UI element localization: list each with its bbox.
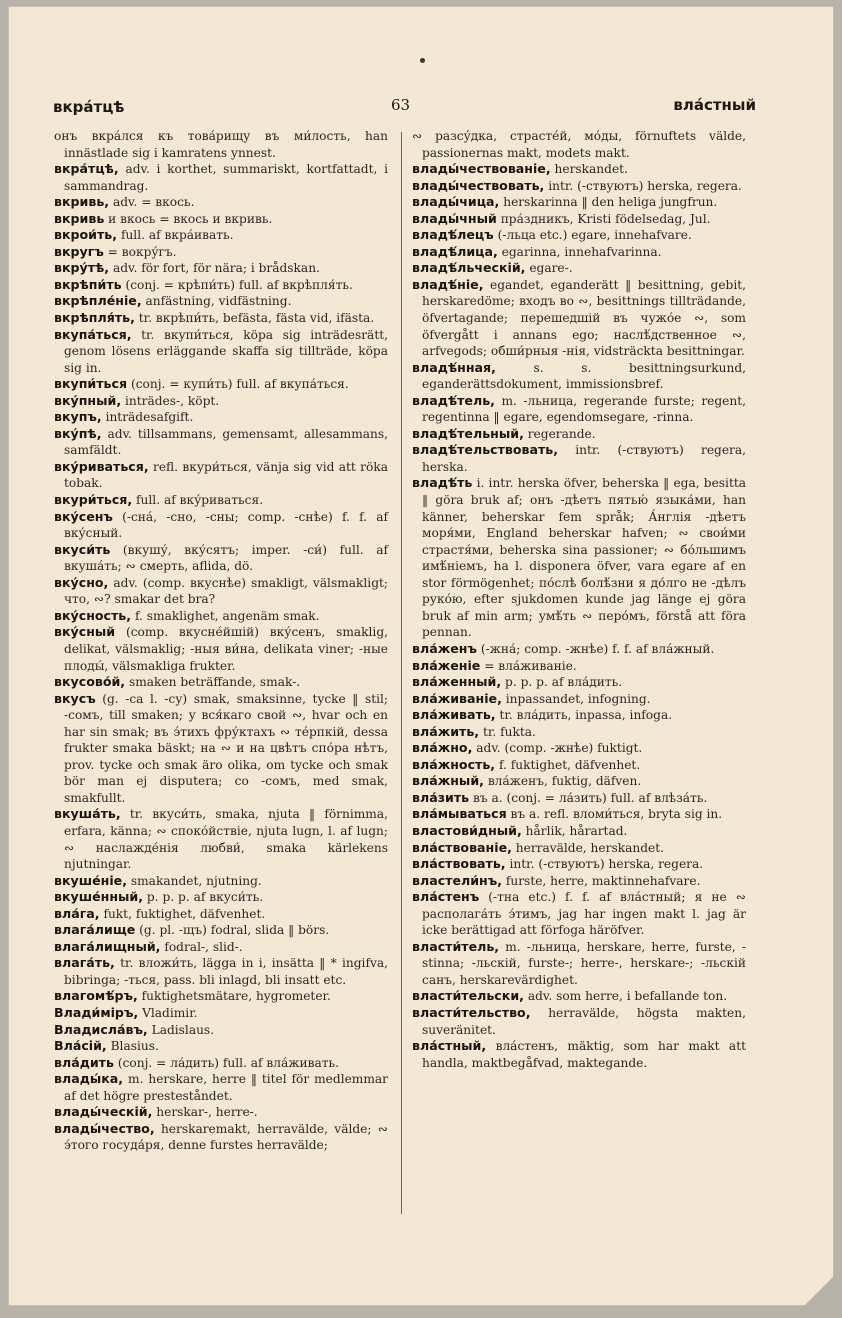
entry-definition: smaken beträffande, smak-. bbox=[128, 675, 301, 690]
entry-definition: (-сна́, -сно, -сны; comp. -снѣе) f. f. af вку́сный. bbox=[64, 509, 389, 541]
entry-definition: adv. i korthet, summariskt, kortfattadt, i sammandrag. bbox=[64, 162, 388, 193]
dictionary-entry bbox=[412, 757, 746, 774]
entry-headword: влады́ческій, bbox=[54, 1104, 153, 1120]
entry-definition: intr. (-ствуютъ) herska, regera. bbox=[548, 178, 742, 193]
dictionary-entry bbox=[412, 211, 746, 228]
entry-headword: вкрои́ть, bbox=[54, 227, 118, 243]
dictionary-entry bbox=[412, 740, 746, 757]
dictionary-entry bbox=[54, 376, 388, 393]
entry-definition: inträdes-, köpt. bbox=[125, 393, 220, 408]
torn-corner bbox=[804, 1276, 834, 1306]
dictionary-entry bbox=[412, 1038, 746, 1071]
dictionary-entry bbox=[412, 724, 746, 741]
right-column bbox=[412, 128, 746, 1071]
entry-headword: влады́чный bbox=[412, 210, 497, 226]
entry-headword: вкупа́ться, bbox=[54, 326, 132, 342]
dictionary-entry bbox=[54, 1121, 388, 1154]
dictionary-entry bbox=[54, 906, 388, 923]
dictionary-entry bbox=[412, 658, 746, 675]
entry-headword: вла́женный, bbox=[412, 674, 502, 690]
dictionary-entry bbox=[412, 161, 746, 178]
entry-definition: tr. вкрѣпи́ть, befästa, fästa vid, ifästa. bbox=[138, 311, 375, 326]
entry-headword: владѣ́нная, bbox=[412, 359, 496, 375]
dictionary-entry bbox=[54, 1055, 388, 1072]
column-divider bbox=[401, 132, 402, 1214]
entry-headword: вкуси́ть bbox=[54, 541, 111, 557]
dictionary-entry bbox=[54, 194, 388, 211]
dictionary-entry bbox=[412, 244, 746, 261]
entry-headword: вкругъ bbox=[54, 243, 104, 259]
entry-headword: вкуше́ніе, bbox=[54, 872, 127, 888]
entry-definition: intr. (-ствуютъ) herska, regera. bbox=[509, 857, 704, 872]
entry-definition: herskarinna ‖ den heliga jungfrun. bbox=[503, 195, 718, 210]
entry-headword: вла́га, bbox=[54, 905, 100, 921]
entry-headword: властови́дный, bbox=[412, 822, 522, 838]
dictionary-entry bbox=[412, 889, 746, 939]
entry-definition: (-льца etc.) egare, innehafvare. bbox=[497, 228, 692, 243]
entry-definition: fodral-, slid-. bbox=[164, 939, 243, 954]
entry-definition: adv. (comp. вкуснѣе) smakligt, välsmakligt; что, ∾? smakar det bra? bbox=[64, 575, 389, 607]
dictionary-entry bbox=[412, 856, 746, 873]
entry-definition: inpassandet, infogning. bbox=[505, 691, 651, 706]
dictionary-entry bbox=[412, 806, 746, 823]
dictionary-entry bbox=[412, 227, 746, 244]
entry-headword: вкусово́й, bbox=[54, 674, 126, 690]
dictionary-entry bbox=[54, 1022, 388, 1039]
entry-headword: вла́женъ bbox=[412, 640, 477, 656]
entry-headword: вла́дить bbox=[54, 1054, 114, 1070]
dictionary-entry bbox=[412, 260, 746, 277]
dictionary-entry bbox=[412, 1005, 746, 1038]
dictionary-entry bbox=[54, 277, 388, 294]
entry-definition: anfästning, vidfästning. bbox=[145, 294, 292, 309]
dictionary-entry bbox=[412, 790, 746, 807]
entry-definition: tr. вкуси́ть, smaka, njuta ‖ förnimma, erfara, känna; ∾ споко́йствіе, njuta lugn, l. af lugn; ∾ наслажде́нія любви́, smaka kärlekens njutningar. bbox=[64, 807, 388, 872]
entry-definition: egare-. bbox=[529, 261, 573, 276]
entry-definition: = вокру́гъ. bbox=[107, 244, 177, 259]
entry-headword: вку́пѣ, bbox=[54, 425, 102, 441]
dictionary-entry bbox=[54, 1071, 388, 1104]
entry-definition: egarinna, innehafvarinna. bbox=[501, 244, 662, 259]
entry-headword: властели́нъ, bbox=[412, 872, 502, 888]
entry-definition: и вкось = вкось и вкривь. bbox=[108, 211, 273, 226]
entry-headword: вку́сный bbox=[54, 624, 116, 640]
entry-definition: вла́стенъ, mäktig, som har makt att handla, maktbegåfvad, maktegande. bbox=[422, 1039, 746, 1070]
dictionary-entry bbox=[54, 1104, 388, 1121]
dictionary-entry bbox=[54, 939, 388, 956]
entry-headword: вкра́тцѣ, bbox=[54, 161, 119, 177]
entry-headword: влады́чествовать, bbox=[412, 177, 545, 193]
entry-definition: вла́женъ, fuktig, däfven. bbox=[487, 774, 642, 789]
entry-definition: full. af вку́риваться. bbox=[136, 493, 264, 508]
entry-definition: adv. (comp. -жнѣе) fuktigt. bbox=[476, 741, 643, 756]
dictionary-entry bbox=[54, 806, 388, 872]
entry-headword: Владисла́въ, bbox=[54, 1021, 148, 1037]
page-number: 63 bbox=[391, 96, 411, 114]
header-right-headword: вла́стный bbox=[673, 96, 756, 114]
dictionary-entry bbox=[54, 161, 388, 194]
entry-definition: adv. tillsammans, gemensamt, allesammans, samfäldt. bbox=[64, 426, 389, 458]
dictionary-entry bbox=[54, 873, 388, 890]
entry-headword: вкупъ, bbox=[54, 409, 102, 425]
entry-headword: вкривь, bbox=[54, 194, 110, 210]
entry-definition: fukt, fuktighet, däfvenhet. bbox=[103, 906, 266, 921]
entry-definition: i. intr. herska öfver, beherska ‖ ega, besitta ‖ göra bruk af; онъ -дѣетъ пятью́ языка́ми, han känner, beherskar fem språk; А́нглія -дѣетъ моря́ми, England beherskar hafven; ∾ свои́ми страстя́ми, beherska sina passioner; ∾ бо́льшимъ имѣ́ніемъ, ha l. disponera öfver, vara egare af en stor förmögenhet; по́слѣ болѣ́зни я до́лго не -дѣлъ руко́ю, efter sjukdomen kunde jag länge ej göra bruk af min arm; умѣ́ть ∾ перо́мъ, förstå att föra pennan. bbox=[422, 476, 747, 640]
entry-definition: fuktighetsmätare, hygrometer. bbox=[141, 989, 331, 1004]
entry-headword: вла́жно, bbox=[412, 740, 473, 756]
entry-definition: s. s. besittningsurkund, eganderättsdokument, immissionsbref. bbox=[422, 360, 746, 392]
entry-definition: f. smaklighet, angenäm smak. bbox=[134, 608, 320, 623]
entry-headword: вкури́ться, bbox=[54, 492, 133, 508]
entry-definition: herskar-, herre-. bbox=[156, 1105, 258, 1120]
entry-definition: herravälde, högsta makten, suveränitet. bbox=[422, 1005, 746, 1037]
dictionary-entry bbox=[412, 773, 746, 790]
entry-definition: refl. вкури́ться, vänja sig vid att röka tobak. bbox=[64, 459, 388, 491]
dictionary-entry bbox=[54, 955, 388, 988]
entry-headword: влады́чица, bbox=[412, 194, 500, 210]
dictionary-entry bbox=[412, 393, 746, 426]
dictionary-entry bbox=[54, 608, 388, 625]
entry-headword: вла́ствованіе, bbox=[412, 839, 512, 855]
dictionary-entry bbox=[54, 310, 388, 327]
entry-headword: вла́ствовать, bbox=[412, 856, 506, 872]
entry-headword: вкуша́ть, bbox=[54, 806, 121, 822]
dictionary-entry bbox=[412, 277, 746, 360]
dictionary-entry bbox=[54, 459, 388, 492]
entry-headword: вку́сно, bbox=[54, 574, 109, 590]
entry-headword: вкрѣпи́ть bbox=[54, 276, 122, 292]
entry-headword: вку́сенъ bbox=[54, 508, 113, 524]
entry-definition: = вла́живаніе. bbox=[484, 658, 577, 673]
dictionary-entry bbox=[412, 194, 746, 211]
entry-definition: p. p. p. af вкуси́ть. bbox=[146, 890, 264, 905]
entry-definition: intr. (-ствуютъ) regera, herska. bbox=[422, 443, 747, 474]
entry-headword: владѣ́льческій, bbox=[412, 260, 526, 276]
left-column bbox=[54, 128, 388, 1154]
entry-definition: full. af вкра́ивать. bbox=[120, 228, 234, 243]
dictionary-entry bbox=[54, 426, 388, 459]
entry-definition: adv. som herre, i befallande ton. bbox=[527, 989, 728, 1004]
dictionary-entry bbox=[54, 1005, 388, 1022]
entry-headword: Вла́сій, bbox=[54, 1038, 107, 1054]
entry-headword: владѣ́тельствовать, bbox=[412, 442, 559, 458]
dictionary-entry bbox=[54, 509, 388, 542]
entry-headword: вла́живать, bbox=[412, 707, 496, 723]
entry-headword: владѣ́тель, bbox=[412, 392, 495, 408]
dictionary-entry bbox=[412, 691, 746, 708]
entry-definition: p. p. p. af вла́дить. bbox=[505, 675, 623, 690]
entry-definition: regerande. bbox=[527, 426, 596, 441]
entry-headword: вкрѣпле́ніе, bbox=[54, 293, 142, 309]
dictionary-entry bbox=[412, 823, 746, 840]
dictionary-entry bbox=[54, 260, 388, 277]
dictionary-entry bbox=[412, 707, 746, 724]
entry-definition: f. fuktighet, däfvenhet. bbox=[498, 757, 641, 772]
dictionary-entry bbox=[54, 542, 388, 575]
dictionary-entry bbox=[54, 1038, 388, 1055]
entry-definition: herskaremakt, herravälde, välde; ∾ э́того госуда́ря, denne furstes herravälde; bbox=[64, 1121, 389, 1153]
dictionary-entry bbox=[412, 442, 746, 475]
entry-headword: вкривь bbox=[54, 210, 105, 226]
entry-headword: власти́тельство, bbox=[412, 1004, 531, 1020]
dictionary-entry bbox=[412, 128, 746, 161]
entry-headword: вла́жный, bbox=[412, 773, 484, 789]
entry-headword: влады́чество, bbox=[54, 1120, 155, 1136]
entry-headword: вла́жность, bbox=[412, 756, 496, 772]
dictionary-entry bbox=[412, 178, 746, 195]
dictionary-entry bbox=[412, 641, 746, 658]
dictionary-entry bbox=[412, 475, 746, 640]
entry-headword: вла́женіе bbox=[412, 657, 481, 673]
entry-definition: Blasius. bbox=[110, 1039, 159, 1054]
entry-definition: furste, herre, maktinnehafvare. bbox=[505, 873, 701, 888]
entry-definition: (g. -са l. -су) smak, smaksinne, tycke ‖ stil; -сомъ, till smaken; у вся́каго свой ∾, hvar och en har sin smak; въ э́тихъ фру́ктахъ ∾ те́рпкій, dessa frukter smaka bäskt; на ∾ и на цвѣтъ спо́ра нѣтъ, prov. tycke och smak äro olika, om tycke och smak bör man ej disputera; со -сомъ, med smak, smakfullt. bbox=[64, 691, 388, 805]
entry-headword: влады́ка, bbox=[54, 1071, 124, 1087]
dictionary-entry bbox=[412, 988, 746, 1005]
dictionary-entry bbox=[412, 360, 746, 393]
dictionary-entry bbox=[412, 840, 746, 857]
entry-definition: m. -льница, regerande furste; regent, regentinna ‖ egare, egendomsegare, -rinna. bbox=[422, 393, 746, 425]
entry-headword: владѣ́тельный, bbox=[412, 425, 524, 441]
dictionary-entry bbox=[412, 939, 746, 989]
entry-headword: владѣ́ніе, bbox=[412, 276, 484, 292]
page-header bbox=[8, 96, 834, 120]
entry-definition: въ a. (conj. = ла́зить) full. af влѣза́ть. bbox=[472, 790, 708, 805]
dictionary-entry bbox=[412, 873, 746, 890]
entry-definition: (g. pl. -щъ) fodral, slida ‖ börs. bbox=[139, 923, 330, 938]
dictionary-entry bbox=[54, 922, 388, 939]
entry-headword: вкусъ bbox=[54, 690, 96, 706]
ink-dot bbox=[420, 58, 425, 63]
entry-definition: hårlik, hårartad. bbox=[525, 823, 628, 838]
entry-headword: вку́пный, bbox=[54, 392, 122, 408]
dictionary-entry bbox=[54, 409, 388, 426]
entry-definition: пра́здникъ, Kristi födelsedag, Jul. bbox=[500, 211, 711, 226]
entry-headword: власти́тельски, bbox=[412, 988, 524, 1004]
dictionary-entry bbox=[54, 211, 388, 228]
entry-definition: (comp. вкусне́йшій) вку́сенъ, smaklig, delikat, välsmaklig; -ныя ви́на, delikata viner; -ные плоды́, välsmakliga frukter. bbox=[64, 625, 389, 673]
entry-definition: tr. вкупи́ться, köpa sig inträdesrätt, genom lösens erläggande skaffa sig tillträde, köpa sig in. bbox=[64, 327, 388, 375]
entry-headword: владѣ́ть bbox=[412, 475, 473, 491]
entry-definition: (conj. = крѣпи́ть) full. af вкрѣпля́ть. bbox=[125, 277, 353, 292]
entry-headword: вку́сность, bbox=[54, 607, 132, 623]
entry-definition: Ladislaus. bbox=[151, 1022, 215, 1037]
dictionary-entry bbox=[54, 988, 388, 1005]
entry-headword: владѣ́лица, bbox=[412, 243, 498, 259]
entry-definition: (-жна́; comp. -жнѣе) f. f. af вла́жный. bbox=[480, 641, 715, 656]
dictionary-entry bbox=[54, 327, 388, 377]
entry-definition: adv. = вкось. bbox=[112, 195, 195, 210]
entry-headword: вла́жить, bbox=[412, 723, 480, 739]
dictionary-entry bbox=[54, 674, 388, 691]
entry-headword: влага́лище bbox=[54, 922, 136, 938]
entry-headword: вкуше́нный, bbox=[54, 889, 144, 905]
dictionary-entry bbox=[54, 575, 388, 608]
entry-headword: вла́мываться bbox=[412, 806, 507, 822]
entry-definition: smakandet, njutning. bbox=[130, 873, 262, 888]
dictionary-entry bbox=[54, 244, 388, 261]
entry-definition: онъ вкра́лся къ това́рищу въ ми́лость, han innästlade sig i kamratens ynnest. bbox=[54, 129, 388, 160]
entry-headword: вла́живаніе, bbox=[412, 690, 502, 706]
entry-definition: (вкушу́, вку́сятъ; imper. -си́) full. af вкуша́ть; ∾ смерть, aflida, dö. bbox=[64, 542, 389, 574]
header-left-headword: вкра́тцѣ bbox=[53, 98, 125, 116]
dictionary-entry bbox=[54, 624, 388, 674]
entry-definition: m. -льница, herskare, herre, furste, -stinna; -льскій, furste-; herre-, herskare-; -льскій санъ, herskarevärdighet. bbox=[422, 939, 746, 987]
entry-definition: tr. вла́дить, inpassa, infoga. bbox=[499, 708, 673, 723]
entry-definition: adv. för fort, för nära; i brådskan. bbox=[112, 261, 320, 276]
entry-definition: (conj. = ла́дить) full. af вла́живать. bbox=[117, 1055, 339, 1070]
dictionary-entry bbox=[54, 889, 388, 906]
entry-headword: вла́стенъ bbox=[412, 889, 480, 905]
entry-headword: влага́ть, bbox=[54, 955, 115, 971]
entry-definition: (-тна etc.) f. f. af вла́стный; я не ∾ располага́ть э́тимъ, jag har ingen makt l. jag är icke berättigad att förfoga häröfver. bbox=[422, 890, 747, 938]
entry-headword: власти́тель, bbox=[412, 938, 500, 954]
dictionary-entry bbox=[54, 492, 388, 509]
entry-definition: Vladimir. bbox=[142, 1005, 198, 1020]
entry-headword: вла́зить bbox=[412, 789, 470, 805]
entry-headword: влады́чествованіе, bbox=[412, 161, 551, 177]
entry-definition: въ a. refl. вломи́ться, bryta sig in. bbox=[510, 807, 723, 822]
entry-headword: вкру́тѣ, bbox=[54, 260, 110, 276]
dictionary-entry bbox=[54, 293, 388, 310]
entry-definition: egandet, eganderätt ‖ besittning, gebit, herskaredöme; входъ во ∾, besittnings tillträdande, öfvertagande; перешедшій въ чужо́е ∾, som öfvergått i annans ego; наслѣ́дственное ∾, arfvegods; обши́рныя -нія, vidsträckta besittningar. bbox=[422, 277, 747, 359]
entry-headword: вкупи́ться bbox=[54, 376, 128, 392]
entry-definition: ∾ разсу́дка, страсте́й, мо́ды, förnuftets välde, passionernas makt, modets makt. bbox=[412, 129, 746, 160]
dictionary-entry bbox=[54, 393, 388, 410]
entry-headword: владѣ́лецъ bbox=[412, 227, 494, 243]
entry-definition: tr. fukta. bbox=[482, 724, 536, 739]
entry-headword: влага́лищный, bbox=[54, 938, 161, 954]
entry-definition: inträdesafgift. bbox=[105, 410, 194, 425]
entry-definition: tr. вложи́ть, lägga in i, insätta ‖ * ingifva, bibringa; -ться, pass. bli inlagd, bli insatt etc. bbox=[64, 956, 388, 987]
dictionary-entry bbox=[412, 674, 746, 691]
entry-headword: вкрѣпля́ть, bbox=[54, 310, 135, 326]
entry-headword: вку́риваться, bbox=[54, 458, 149, 474]
entry-definition: herskandet. bbox=[554, 162, 628, 177]
entry-definition: herravälde, herskandet. bbox=[515, 840, 664, 855]
entry-definition: m. herskare, herre ‖ titel för medlemmar af det högre presteståndet. bbox=[64, 1072, 389, 1103]
dictionary-page bbox=[8, 6, 834, 1306]
dictionary-entry bbox=[54, 128, 388, 161]
dictionary-entry bbox=[54, 227, 388, 244]
entry-definition: (conj. = купи́ть) full. af вкупа́ться. bbox=[130, 377, 349, 392]
entry-headword: влагомѣ́ръ, bbox=[54, 988, 138, 1004]
dictionary-entry bbox=[54, 691, 388, 807]
dictionary-entry bbox=[412, 426, 746, 443]
entry-headword: Влади́міръ, bbox=[54, 1004, 139, 1020]
entry-headword: вла́стный, bbox=[412, 1038, 487, 1054]
